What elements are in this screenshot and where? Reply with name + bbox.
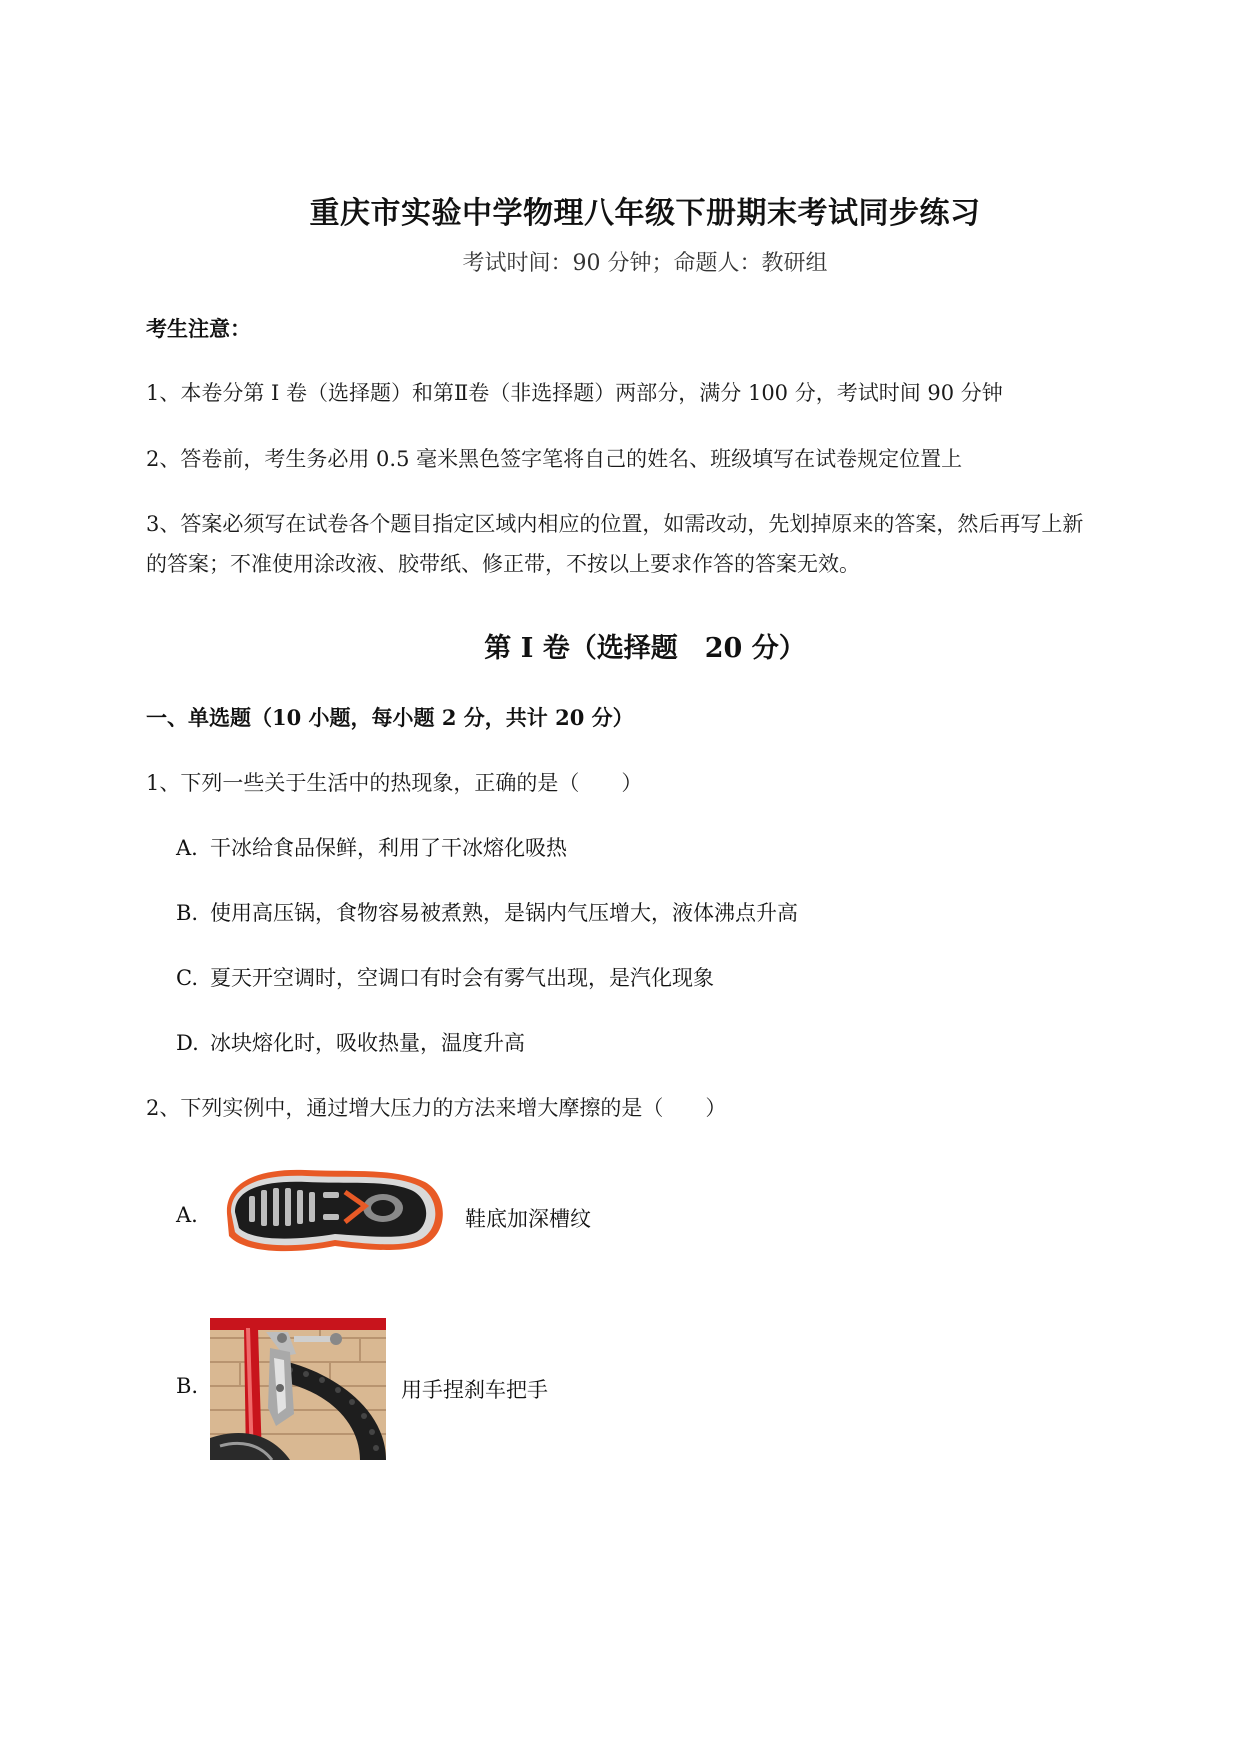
notice-item: 的答案；不准使用涂改液、胶带纸、修正带，不按以上要求作答的答案无效。 xyxy=(146,552,860,576)
option-a xyxy=(176,832,567,862)
shoe-sole-photo xyxy=(215,1162,453,1260)
section-title: 第 I 卷（选择题 20 分） xyxy=(484,633,806,664)
option-letter: C. xyxy=(176,966,198,990)
bicycle-brake-image xyxy=(210,1318,386,1460)
notice-item: 1、本卷分第 I 卷（选择题）和第Ⅱ卷（非选择题）两部分，满分 100 分，考试时间 90 分钟 xyxy=(146,381,1003,405)
shoe-sole-image xyxy=(215,1162,453,1260)
option-letter: B. xyxy=(176,901,199,925)
option-text: 干冰给食品保鲜，利用了干冰熔化吸热 xyxy=(210,836,567,860)
question-stem: 1、下列一些关于生活中的热现象，正确的是（ ） xyxy=(146,771,643,795)
option-letter: D. xyxy=(176,1031,199,1055)
option-text: 夏天开空调时，空调口有时会有雾气出现，是汽化现象 xyxy=(210,966,714,990)
option-letter: B. xyxy=(176,1374,199,1398)
option-text: 鞋底加深槽纹 xyxy=(465,1207,591,1231)
section-subtitle: 一、单选题（10 小题，每小题 2 分，共计 20 分） xyxy=(146,705,634,730)
option-text: 使用高压锅，食物容易被煮熟，是锅内气压增大，液体沸点升高 xyxy=(210,901,798,925)
notice-heading: 考生注意： xyxy=(146,316,251,341)
bicycle-brake-photo xyxy=(210,1318,386,1460)
option-text: 用手捏刹车把手 xyxy=(401,1378,548,1402)
option-letter: A. xyxy=(176,1203,198,1227)
option-letter: A. xyxy=(176,836,198,860)
notice-item: 2、答卷前，考生务必用 0.5 毫米黑色签字笔将自己的姓名、班级填写在试卷规定位置上 xyxy=(146,447,963,471)
exam-title: 重庆市实验中学物理八年级下册期末考试同步练习 xyxy=(309,196,981,231)
notice-item: 3、答案必须写在试卷各个题目指定区域内相应的位置，如需改动，先划掉原来的答案，然后再写上新 xyxy=(146,512,1084,536)
option-d xyxy=(176,1027,525,1057)
option-c xyxy=(176,962,714,992)
exam-subtitle: 考试时间：90 分钟；命题人：教研组 xyxy=(462,251,828,276)
option-b xyxy=(176,897,798,927)
question-stem: 2、下列实例中，通过增大压力的方法来增大摩擦的是（ ） xyxy=(146,1096,727,1120)
option-text: 冰块熔化时，吸收热量，温度升高 xyxy=(210,1031,525,1055)
